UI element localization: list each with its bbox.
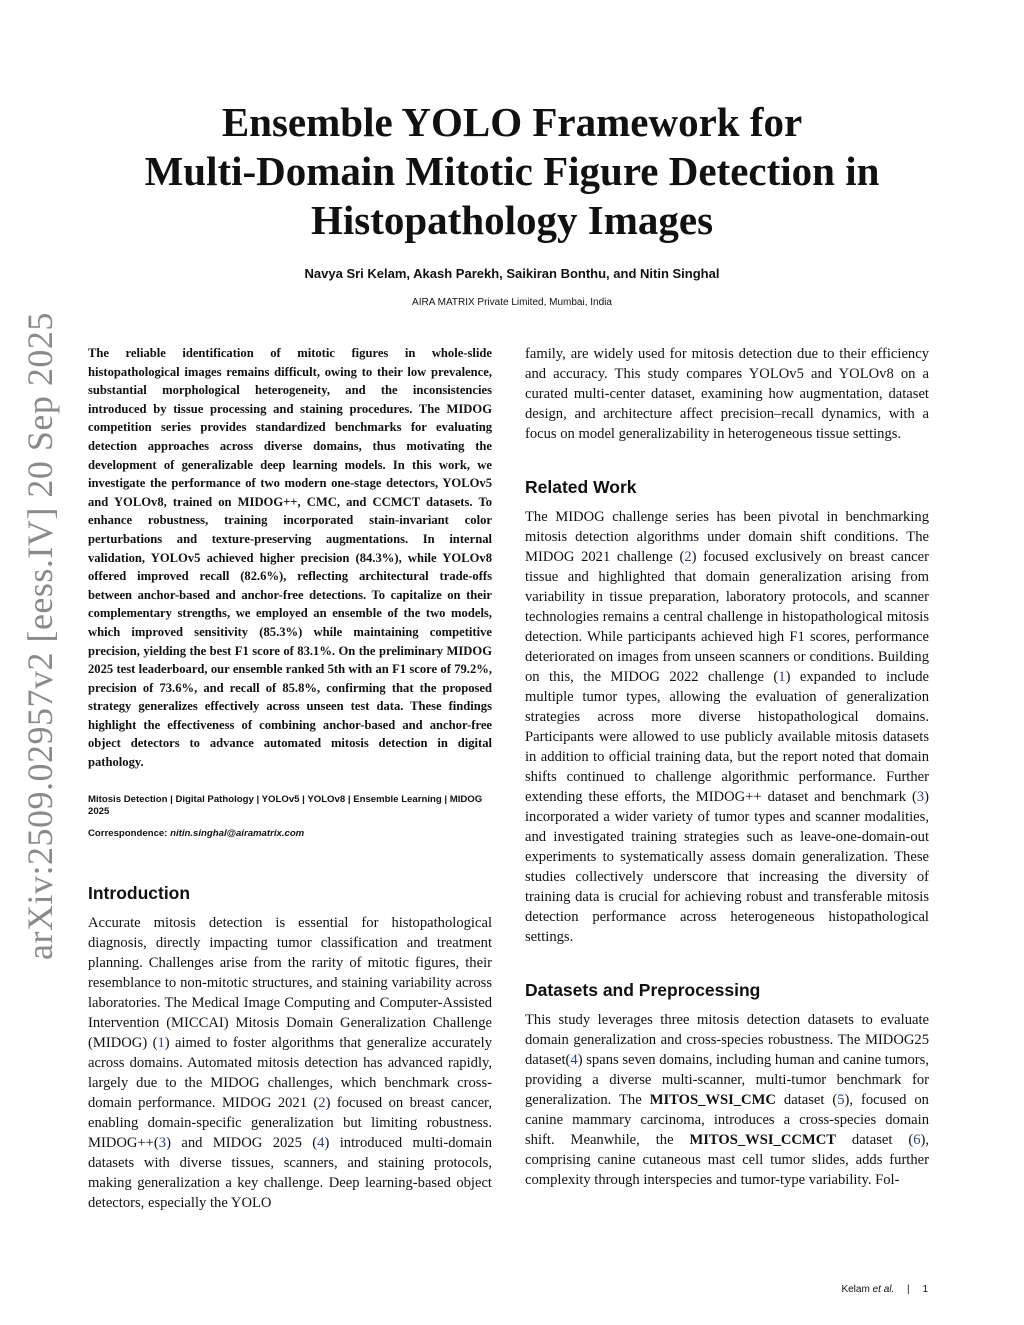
correspondence	[88, 827, 492, 840]
dataset-name: MITOS_WSI_CCMCT	[689, 1132, 836, 1148]
footer-author: Kelam	[841, 1284, 870, 1295]
dataset-name: MITOS_WSI_CMC	[649, 1092, 776, 1108]
title-line-1: Ensemble YOLO Framework for	[221, 99, 803, 145]
page-footer	[841, 1284, 928, 1295]
citation-link[interactable]: 2	[318, 1094, 326, 1111]
citation-link[interactable]: 4	[317, 1134, 325, 1151]
affiliation: AIRA MATRIX Private Limited, Mumbai, India	[412, 297, 612, 308]
section-heading-introduction: Introduction	[88, 882, 191, 903]
left-column	[88, 344, 492, 1213]
datasets-paragraph: This study leverages three mitosis detection datasets to evaluate domain generalization and cross-species robustness. The MIDOG25 dataset(4) spans seven domains, including human and canine tumors, providing a diverse multi-scanner, multi-tumor benchmark for generalization. The MITOS_WSI_CMC dataset (5), focused on canine mammary carcinoma, introduces a cross-species domain shift. Meanwhile, the MITOS_WSI_CCMCT dataset (6), comprising canine cutaneous mast cell tumor slides, adds further complexity through interspecies and tumor-type variability. Fol-	[525, 1012, 929, 1188]
citation-link[interactable]: 1	[157, 1034, 165, 1051]
right-column	[525, 344, 929, 1190]
abstract: The reliable identification of mitotic figures in whole-slide histopathological images remains difficult, owing to their low prevalence, substantial morphological heterogeneity, and the inconsistencies introduced by tissue processing and staining procedures. The MIDOG competition series provides standardized benchmarks for evaluating detection approaches across diverse domains, thus motivating the development of generalizable deep learning models. In this work, we investigate the performance of two modern one-stage detectors, YOLOv5 and YOLOv8, trained on MIDOG++, CMC, and CCMCT datasets. To enhance robustness, training incorporated stain-invariant color perturbations and texture-preserving augmentations. In internal validation, YOLOv5 achieved higher precision (84.3%), while YOLOv8 offered improved recall (82.6%), reflecting architectural trade-offs between anchor-based and anchor-free detections. To capitalize on their complementary strengths, we employed an ensemble of the two models, which improved sensitivity (85.3%) while maintaining competitive precision, yielding the best F1 score of 83.1%. On the preliminary MIDOG 2025 test leaderboard, our ensemble ranked 5th with an F1 score of 79.2%, precision of 73.6%, and recall of 85.8%, confirming that the proposed strategy generalizes effectively across unseen test data. These findings highlight the effectiveness of combining anchor-based and anchor-free object detectors to advance automated mitosis detection in digital pathology.	[88, 346, 492, 770]
section-heading-datasets: Datasets and Preprocessing	[525, 980, 761, 1000]
citation-link[interactable]: 4	[570, 1052, 578, 1068]
citation-link[interactable]: 1	[778, 669, 786, 685]
citation-link[interactable]: 3	[916, 789, 925, 805]
title-line-2: Multi-Domain Mitotic Figure Detection in	[144, 148, 880, 194]
citation-link[interactable]: 2	[684, 549, 692, 565]
introduction-paragraph-continued: family, are widely used for mitosis detection due to their efficiency and accuracy. This study compares YOLOv5 and YOLOv8 on a curated multi-center dataset, examining how augmentation, dataset design, and architecture affect precision–recall dynamics, with a focus on model generalizability in heterogeneous tissue settings.	[525, 346, 929, 442]
section-heading-related-work: Related Work	[525, 477, 637, 497]
introduction-paragraph: Accurate mitosis detection is essential for histopathological diagnosis, directly impacting tumor classification and treatment planning. Challenges arise from the rarity of mitotic figures, their resemblance to non-mitotic structures, and staining variability across laboratories. The Medical Image Computing and Computer-Assisted Intervention (MICCAI) Mitosis Domain Generalization Challenge (MIDOG) (1) aimed to foster algorithms that generalize accurately across domains. Automated mitosis detection has advanced rapidly, largely due to the MIDOG challenges, which benchmark cross-domain performance. MIDOG 2021 (2) focused on breast cancer, enabling domain-specific generalization but limiting robustness. MIDOG++(3) and MIDOG 2025 (4) introduced multi-domain datasets with diverse tissues, scanners, and staining protocols, making generalization a key challenge. Deep learning-based object detectors, especially the YOLO	[88, 914, 492, 1211]
citation-link[interactable]: 5	[837, 1092, 845, 1108]
footer-separator: |	[907, 1284, 910, 1295]
author-list: Navya Sri Kelam, Akash Parekh, Saikiran Bonthu, and Nitin Singhal	[304, 266, 720, 281]
paper-title	[90, 98, 934, 245]
citation-link[interactable]: 6	[913, 1132, 921, 1148]
correspondence-email[interactable]: nitin.singhal@airamatrix.com	[170, 827, 305, 839]
page-number: 1	[922, 1284, 928, 1295]
title-line-3: Histopathology Images	[310, 197, 714, 243]
related-work-paragraph: The MIDOG challenge series has been pivotal in benchmarking mitosis detection algorithms under domain shift conditions. The MIDOG 2021 challenge (2) focused exclusively on breast cancer tissue and highlighted that domain generalization arising from variability in tissue preparation, laboratory protocols, and scanner technologies remains a central challenge in histopathological mitosis detection. While participants achieved high F1 scores, performance deteriorated on images from unseen scanners or conditions. Building on this, the MIDOG 2022 challenge (1) expanded to include multiple tumor types, allowing the evaluation of generalization strategies across more diverse histopathological domains. Participants were allowed to use publicly available mitosis datasets in addition to official training data, but the report noted that domain shifts continued to challenge algorithmic performance. Further extending these efforts, the MIDOG++ dataset and benchmark (3) incorporated a wider variety of tumor types and scanner modalities, and investigated training strategies such as leave-one-domain-out experiments to systematically assess domain generalization. These studies collectively underscore that increasing the diversity of training data is crucial for achieving robust and transferable mitosis detection performance across heterogeneous histopathological settings.	[525, 509, 929, 945]
correspondence-label: Correspondence:	[88, 827, 168, 839]
citation-link[interactable]: 3	[158, 1134, 167, 1151]
keywords: Mitosis Detection | Digital Pathology | YOLOv5 | YOLOv8 | Ensemble Learning | MIDOG 2025	[88, 793, 483, 818]
footer-etal: et al.	[872, 1284, 895, 1295]
arxiv-identifier: arXiv:2509.02957v2 [eess.IV] 20 Sep 2025	[20, 312, 60, 960]
